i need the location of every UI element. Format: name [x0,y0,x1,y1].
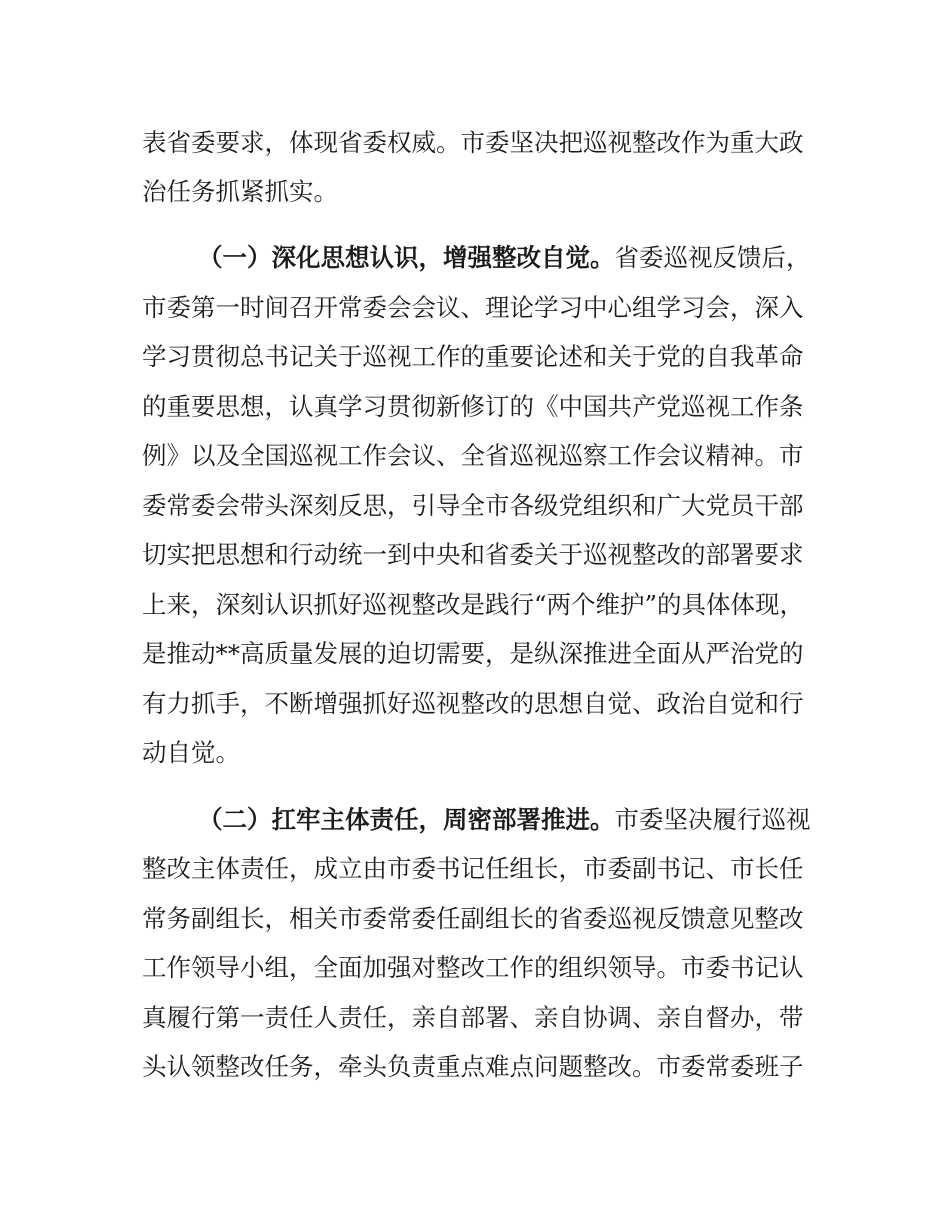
section-2-line: 工作领导小组，全面加强对整改工作的组织领导。市委书记认 [142,953,804,982]
section-2-line: 常务副组长，相关市委常委任副组长的省委巡视反馈意见整改 [142,904,804,933]
section-1-line: 有力抓手，不断增强抓好巡视整改的思想自觉、政治自觉和行 [142,689,804,718]
section-2-line: 真履行第一责任人责任，亲自部署、亲自协调、亲自督办，带 [142,1003,804,1032]
section-1-line: 是推动**高质量发展的迫切需要，是纵深推进全面从严治党的 [142,639,804,668]
intro-line-1: 表省委要求，体现省委权威。市委坚决把巡视整改作为重大政 [142,128,804,157]
section-2-heading: （二）扛牢主体责任，周密部署推进。 [198,805,615,834]
section-2-line-0: 市委坚决履行巡视 [614,805,811,834]
section-2-line: 头认领整改任务，牵头负责重点难点问题整改。市委常委班子 [142,1052,804,1081]
intro-line-2: 治任务抓紧抓实。 [142,177,338,206]
section-1-line: 委常委会带头深刻反思，引导全市各级党组织和广大党员干部 [142,491,804,520]
section-1-heading: （一）深化思想认识，增强整改自觉。 [198,243,615,272]
section-2-line: 整改主体责任，成立由市委书记任组长，市委副书记、市长任 [142,854,804,883]
section-1-line: 学习贯彻总书记关于巡视工作的重要论述和关于党的自我革命 [142,342,804,371]
section-1-line: 的重要思想，认真学习贯彻新修订的《中国共产党巡视工作条 [142,392,804,421]
section-1-line-0: 省委巡视反馈后， [614,243,811,272]
section-1-line: 动自觉。 [142,738,240,767]
section-1-line: 市委第一时间召开常委会会议、理论学习中心组学习会，深入 [142,293,804,322]
section-1-line: 切实把思想和行动统一到中央和省委关于巡视整改的部署要求 [142,540,804,569]
section-2-first-line [198,805,811,834]
section-1-first-line [198,243,811,272]
section-1-line: 例》以及全国巡视工作会议、全省巡视巡察工作会议精神。市 [142,441,804,470]
section-1-line: 上来，深刻认识抓好巡视整改是践行“两个维护”的具体体现， [142,590,805,619]
